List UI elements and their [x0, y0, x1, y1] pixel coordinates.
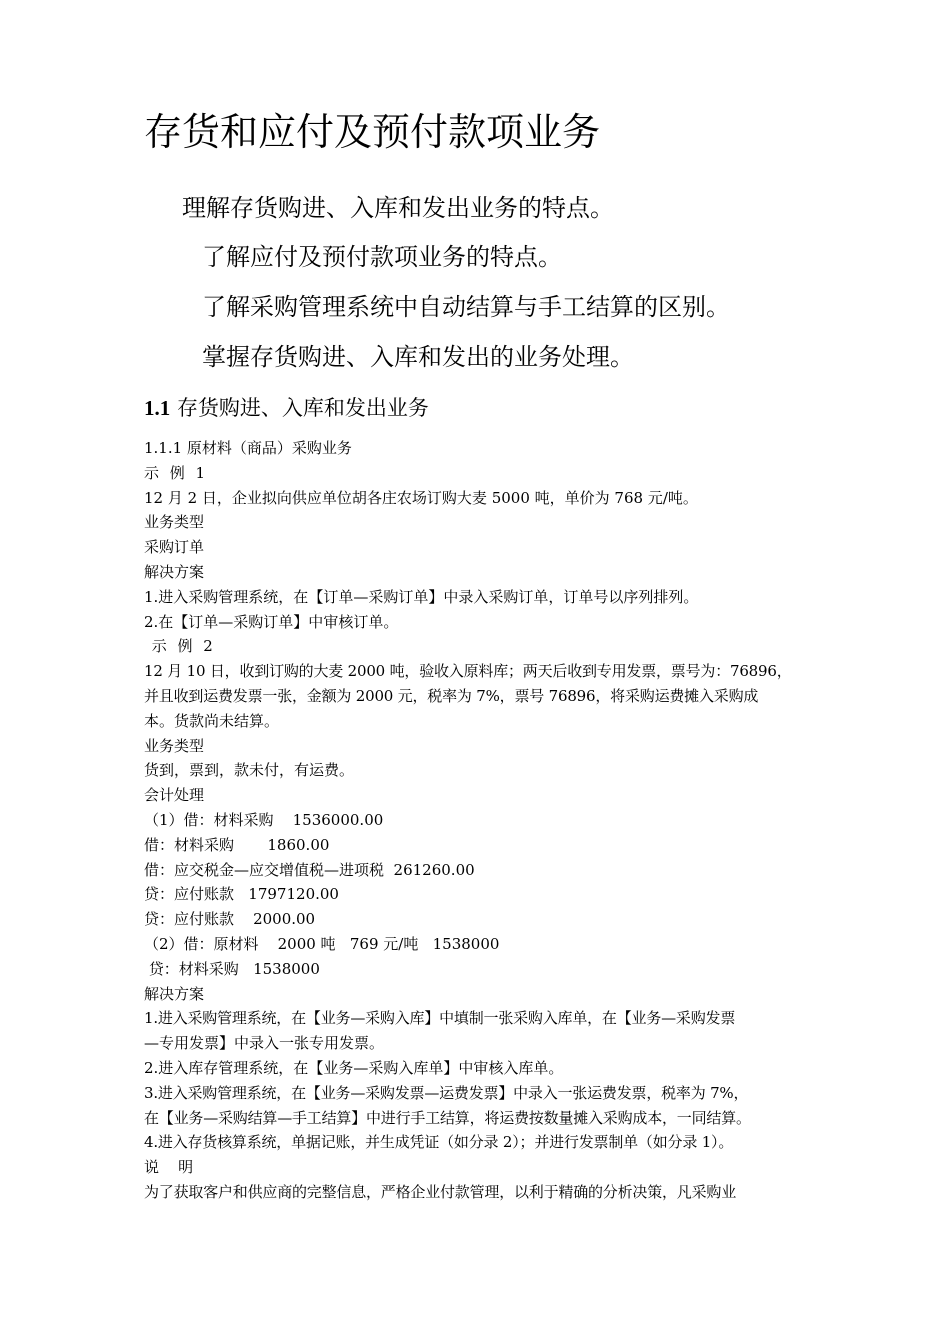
journal-entry-line: （2）借：原材料 2000 吨 769 元/吨 1538000	[144, 934, 500, 953]
example-label: 示 例 2	[144, 637, 216, 656]
journal-entry-line: 借：应交税金—应交增值税—进项税 261260.00	[144, 860, 475, 879]
journal-entry-line: 贷：应付账款 2000.00	[144, 910, 316, 929]
paragraph-line: 1.进入采购管理系统，在【订单—采购订单】中录入采购订单，订单号以序列排列。	[144, 587, 699, 606]
paragraph-line: 4.进入存货核算系统，单据记账，并生成凭证（如分录 2）；并进行发票制单（如分录 1）。	[144, 1133, 734, 1152]
journal-entry-line: （1）借：材料采购 1536000.00	[144, 810, 384, 829]
objective-item: 掌握存货购进、入库和发出的业务处理。	[202, 343, 634, 371]
journal-entry-line: 贷：材料采购 1538000	[144, 959, 320, 978]
label-line: 业务类型	[144, 513, 205, 532]
section-title: 存货购进、入库和发出业务	[176, 396, 429, 420]
paragraph-line: 1.进入采购管理系统，在【业务—采购入库】中填制一张采购入库单，在【业务—采购发票	[144, 1009, 736, 1028]
paragraph-line: 12 月 10 日，收到订购的大麦 2000 吨，验收入原料库；两天后收到专用发票，票号为：76896，	[144, 662, 792, 681]
document-body	[144, 436, 810, 1205]
section-number: 1.1	[144, 396, 171, 420]
label-line: 业务类型	[144, 736, 205, 755]
label-line: 解决方案	[144, 562, 205, 581]
paragraph-line: 在【业务—采购结算—手工结算】中进行手工结算，将运费按数量摊入采购成本，一同结算。	[144, 1108, 751, 1127]
subsection-heading: 1.1.1 原材料（商品）采购业务	[144, 439, 352, 457]
example-label: 示 例 1	[144, 463, 209, 482]
label-line: 会计处理	[144, 786, 205, 805]
objective-item: 理解存货购进、入库和发出业务的特点。	[182, 194, 614, 222]
paragraph-line: 本。货款尚未结算。	[144, 711, 280, 730]
paragraph-line: 12 月 2 日，企业拟向供应单位胡各庄农场订购大麦 5000 吨，单价为 768 元/吨。	[144, 488, 698, 507]
note-label: 说 明	[144, 1158, 194, 1177]
paragraph-line: 3.进入采购管理系统，在【业务—采购发票—运费发票】中录入一张运费发票，税率为 7%，	[144, 1083, 749, 1102]
paragraph-line: 货到，票到，款未付，有运费。	[144, 761, 355, 780]
paragraph-line: 并且收到运费发票一张，金额为 2000 元，税率为 7%，票号 76896，将采购运费摊入采购成	[144, 686, 759, 705]
section-heading	[144, 393, 429, 423]
paragraph-line: 采购订单	[144, 538, 205, 557]
journal-entry-line: 贷：应付账款 1797120.00	[144, 885, 339, 904]
objective-item: 了解应付及预付款项业务的特点。	[202, 243, 562, 271]
paragraph-line: 为了获取客户和供应商的完整信息，严格企业付款管理，以利于精确的分析决策，凡采购业	[144, 1182, 737, 1201]
objective-item: 了解采购管理系统中自动结算与手工结算的区别。	[202, 293, 730, 321]
label-line: 解决方案	[144, 984, 205, 1003]
paragraph-line: 2.在【订单—采购订单】中审核订单。	[144, 612, 399, 631]
paragraph-line: 2.进入库存管理系统，在【业务—采购入库单】中审核入库单。	[144, 1058, 564, 1077]
page-title: 存货和应付及预付款项业务	[144, 110, 601, 154]
journal-entry-line: 借：材料采购 1860.00	[144, 835, 330, 854]
paragraph-line: —专用发票】中录入一张专用发票。	[144, 1034, 385, 1053]
